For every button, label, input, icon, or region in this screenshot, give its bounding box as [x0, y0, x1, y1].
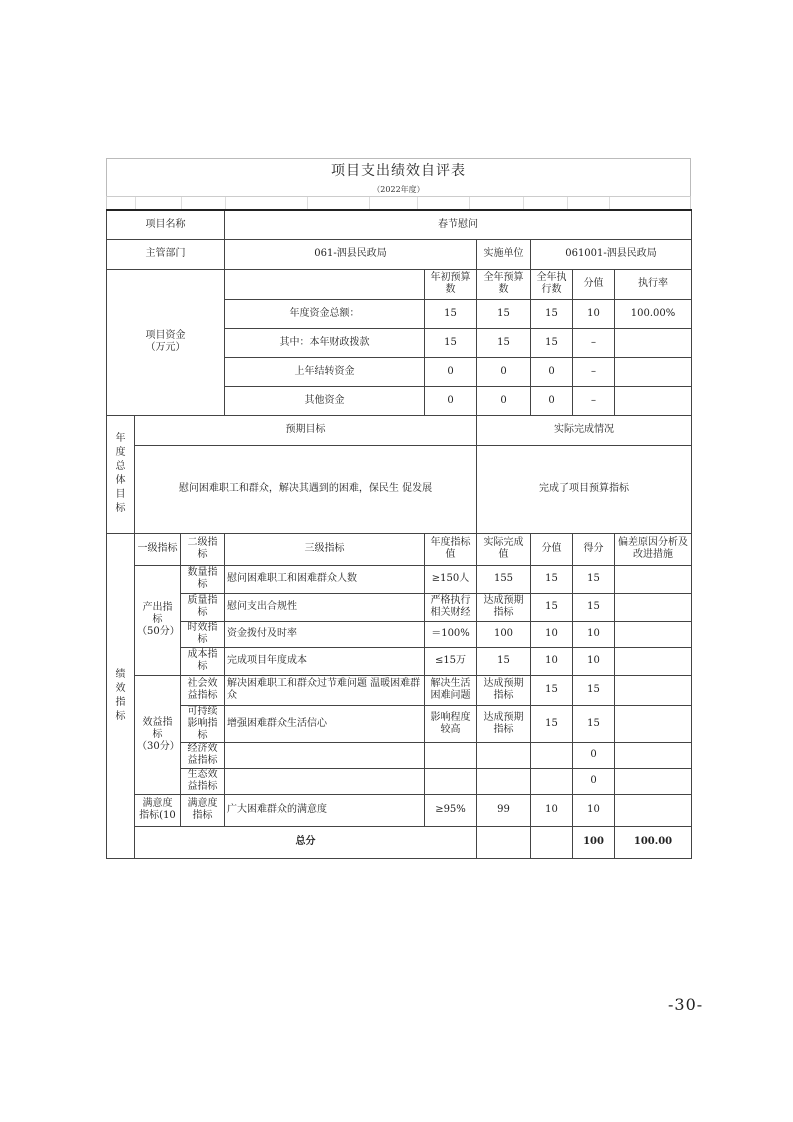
spreadsheet-grid-row — [106, 196, 691, 209]
funds-initial: 15 — [425, 328, 477, 357]
ind-actual — [477, 742, 531, 768]
ind-header-value: 分值 — [531, 533, 573, 565]
funds-executed: 15 — [531, 299, 573, 328]
ind-target: 解决生活困难问题 — [425, 675, 477, 705]
ind-deviation — [615, 705, 692, 742]
ind-header-level1: 一级指标 — [135, 533, 181, 565]
ind-score: 0 — [573, 742, 615, 768]
total-actual — [531, 826, 573, 858]
ind-score: 10 — [573, 794, 615, 826]
indicators-label: 绩 效 指 标 — [107, 533, 135, 858]
ind-value — [531, 742, 573, 768]
funds-label: 项目资金 （万元） — [107, 269, 225, 415]
funds-annual: 0 — [477, 357, 531, 386]
ind-level2: 经济效益指标 — [181, 742, 225, 768]
project-name: 春节慰问 — [225, 210, 692, 239]
funds-row-label: 上年结转资金 — [225, 357, 425, 386]
ind-actual: 达成预期指标 — [477, 705, 531, 742]
ind-value: 10 — [531, 794, 573, 826]
ind-level3: 完成项目年度成本 — [225, 647, 425, 675]
funds-annual: 15 — [477, 328, 531, 357]
funds-score-value: – — [573, 328, 615, 357]
funds-row-label: 年度资金总额： — [225, 299, 425, 328]
funds-rate: 100.00% — [615, 299, 692, 328]
ind-level2: 数量指标 — [181, 565, 225, 593]
total-value: 100 — [573, 826, 615, 858]
funds-rate — [615, 357, 692, 386]
ind-score: 10 — [573, 621, 615, 647]
ind-level2: 质量指标 — [181, 593, 225, 621]
indicator-row — [107, 705, 692, 742]
total-label: 总分 — [135, 826, 477, 858]
dept-value: 061-泗县民政局 — [225, 239, 477, 269]
ind-deviation — [615, 675, 692, 705]
ind-score: 0 — [573, 768, 615, 794]
ind-level2: 时效指标 — [181, 621, 225, 647]
funds-header: 全年预算数 — [477, 269, 531, 299]
funds-rate — [615, 386, 692, 415]
ind-header-level2: 二级指标 — [181, 533, 225, 565]
ind-level2: 生态效益指标 — [181, 768, 225, 794]
ind-actual: 15 — [477, 647, 531, 675]
indicator-row — [107, 593, 692, 621]
ind-score: 15 — [573, 675, 615, 705]
goals-label: 年 度 总 体 目 标 — [107, 415, 135, 533]
ind-level3: 资金拨付及时率 — [225, 621, 425, 647]
ind-level2: 成本指标 — [181, 647, 225, 675]
ind-target — [425, 768, 477, 794]
actual-goal: 完成了项目预算指标 — [477, 445, 692, 533]
ind-deviation — [615, 621, 692, 647]
funds-header: 分值 — [573, 269, 615, 299]
ind-deviation — [615, 593, 692, 621]
ind-target: 影响程度较高 — [425, 705, 477, 742]
ind-target: ≥150人 — [425, 565, 477, 593]
funds-header: 执行率 — [615, 269, 692, 299]
ind-deviation — [615, 742, 692, 768]
indicator-row — [107, 768, 692, 794]
ind-target: ≤15万 — [425, 647, 477, 675]
ind-header-level3: 三级指标 — [225, 533, 425, 565]
funds-header: 年初预算数 — [425, 269, 477, 299]
ind-level3: 解决困难职工和群众过节难问题 温暖困难群众 — [225, 675, 425, 705]
ind-actual: 达成预期指标 — [477, 675, 531, 705]
ind-level3: 广大困难群众的满意度 — [225, 794, 425, 826]
funds-rate — [615, 328, 692, 357]
unit-value: 061001-泗县民政局 — [531, 239, 692, 269]
ind-level3 — [225, 742, 425, 768]
ind-header-actual: 实际完成值 — [477, 533, 531, 565]
funds-initial: 15 — [425, 299, 477, 328]
ind-level2: 社会效益指标 — [181, 675, 225, 705]
ind-level3: 慰问困难职工和困难群众人数 — [225, 565, 425, 593]
evaluation-sheet — [106, 158, 691, 859]
ind-level1: 满意度 指标(10 — [135, 794, 181, 826]
ind-score: 15 — [573, 565, 615, 593]
funds-executed: 0 — [531, 357, 573, 386]
expected-goal: 慰问困难职工和群众，解决其遇到的困难，保民生 促发展 — [135, 445, 477, 533]
indicator-row — [107, 565, 692, 593]
ind-header-deviation: 偏差原因分析及改进措施 — [615, 533, 692, 565]
ind-score: 15 — [573, 705, 615, 742]
indicator-row — [107, 794, 692, 826]
funds-score-value: 10 — [573, 299, 615, 328]
ind-level3: 增强困难群众生活信心 — [225, 705, 425, 742]
ind-value: 15 — [531, 593, 573, 621]
ind-value — [531, 768, 573, 794]
funds-initial: 0 — [425, 357, 477, 386]
ind-target: ≥95% — [425, 794, 477, 826]
funds-header-blank — [225, 269, 425, 299]
ind-level2: 满意度指标 — [181, 794, 225, 826]
ind-value: 15 — [531, 705, 573, 742]
ind-value: 15 — [531, 565, 573, 593]
ind-value: 15 — [531, 675, 573, 705]
project-name-label: 项目名称 — [107, 210, 225, 239]
ind-level1: 效益指 标 （30分） — [135, 675, 181, 794]
indicator-row — [107, 742, 692, 768]
funds-score-value: – — [573, 357, 615, 386]
page-number: -30- — [668, 995, 704, 1014]
funds-annual: 15 — [477, 299, 531, 328]
ind-level3: 慰问支出合规性 — [225, 593, 425, 621]
ind-score: 10 — [573, 647, 615, 675]
total-row — [107, 826, 692, 858]
ind-value: 10 — [531, 647, 573, 675]
ind-target — [425, 742, 477, 768]
ind-deviation — [615, 794, 692, 826]
ind-target: ＝100% — [425, 621, 477, 647]
ind-header-score: 得分 — [573, 533, 615, 565]
indicator-row — [107, 647, 692, 675]
ind-actual: 达成预期指标 — [477, 593, 531, 621]
ind-level2: 可持续影响指标 — [181, 705, 225, 742]
total-score: 100.00 — [615, 826, 692, 858]
indicator-row — [107, 675, 692, 705]
sheet-title: 项目支出绩效自评表 — [106, 158, 691, 183]
ind-score: 15 — [573, 593, 615, 621]
ind-deviation — [615, 565, 692, 593]
funds-executed: 0 — [531, 386, 573, 415]
funds-executed: 15 — [531, 328, 573, 357]
ind-actual: 155 — [477, 565, 531, 593]
actual-goal-label: 实际完成情况 — [477, 415, 692, 445]
total-target — [477, 826, 531, 858]
expected-goal-label: 预期目标 — [135, 415, 477, 445]
dept-label: 主管部门 — [107, 239, 225, 269]
ind-level3 — [225, 768, 425, 794]
ind-actual — [477, 768, 531, 794]
ind-actual: 99 — [477, 794, 531, 826]
sheet-year: （2022年度） — [106, 183, 691, 196]
ind-actual: 100 — [477, 621, 531, 647]
ind-target: 严格执行相关财经 — [425, 593, 477, 621]
ind-value: 10 — [531, 621, 573, 647]
funds-header: 全年执行数 — [531, 269, 573, 299]
funds-row-label: 其他资金 — [225, 386, 425, 415]
indicator-row — [107, 621, 692, 647]
ind-level1: 产出指 标 （50分） — [135, 565, 181, 675]
funds-row-label: 其中：本年财政拨款 — [225, 328, 425, 357]
unit-label: 实施单位 — [477, 239, 531, 269]
ind-deviation — [615, 768, 692, 794]
funds-annual: 0 — [477, 386, 531, 415]
ind-deviation — [615, 647, 692, 675]
ind-header-target: 年度指标值 — [425, 533, 477, 565]
funds-initial: 0 — [425, 386, 477, 415]
funds-score-value: – — [573, 386, 615, 415]
evaluation-table — [106, 209, 692, 859]
